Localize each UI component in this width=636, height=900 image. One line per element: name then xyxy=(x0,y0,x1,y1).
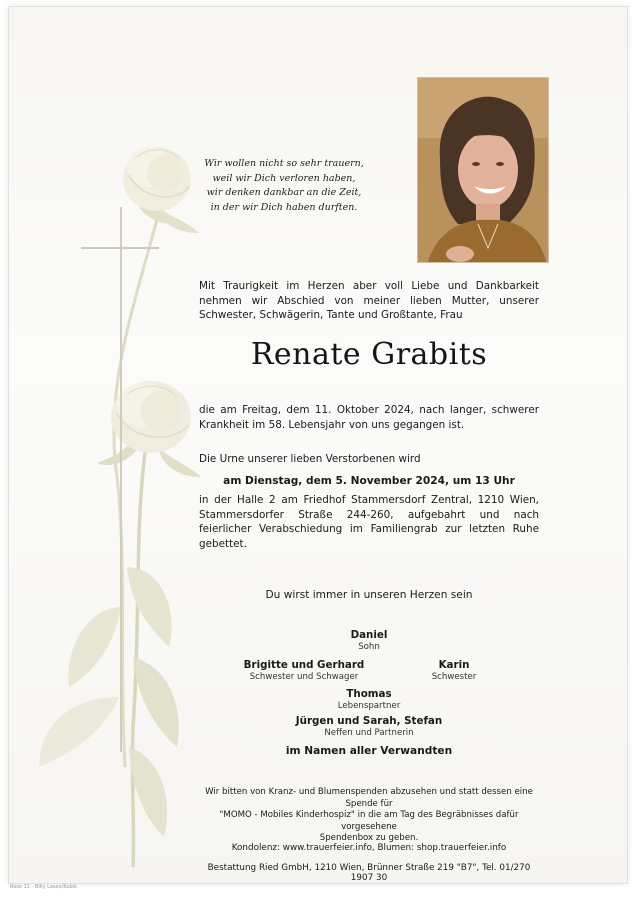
condolence-info: Kondolenz: www.trauerfeier.info, Blumen: shop.trauerfeier.info xyxy=(231,843,507,853)
mourner-name: Daniel xyxy=(350,629,388,641)
ceremony-place: in der Halle 2 am Friedhof Stammersdorf Zentral, 1210 Wien, Stammersdorfer Straße 244-260, aufgebahrt und nach feierlicher Verabschiedung im Familiengrab zur letzten Ruhe gebettet. xyxy=(199,494,539,550)
notice-line: "MOMO - Mobiles Kinderhospiz" in die am Tag des Begräbnisses dafür vorgesehene xyxy=(219,810,519,832)
memorial-quote xyxy=(189,157,379,215)
mourner-entry xyxy=(399,659,509,683)
mourner-entry xyxy=(199,688,539,712)
undertaker-info: Bestattung Ried GmbH, 1210 Wien, Brünner Straße 219 "B7", Tel. 01/270 1907 30 xyxy=(207,863,531,883)
obituary-card xyxy=(8,6,628,884)
quote-line: wir denken dankbar an die Zeit, xyxy=(206,187,362,198)
quote-line: weil wir Dich verloren haben, xyxy=(212,172,356,184)
mourner-relation: Schwester und Schwager xyxy=(249,672,359,682)
closing-line: im Namen aller Verwandten xyxy=(285,745,453,757)
mourner-entry xyxy=(199,715,539,739)
death-notice: die am Freitag, dem 11. Oktober 2024, nach langer, schwerer Krankheit im 58. Lebensjahr von uns gegangen ist. xyxy=(199,404,539,431)
notice-line: Wir bitten von Kranz- und Blumenspenden abzusehen und statt dessen eine Spende für xyxy=(205,787,533,809)
ceremony-date: am Dienstag, dem 5. November 2024, um 13 Uhr xyxy=(223,475,515,487)
mourner-relation: Lebenspartner xyxy=(337,701,401,711)
image-credit: Rose 11 - Billy Laseo/Kubik xyxy=(10,884,78,890)
donation-notice xyxy=(199,787,539,845)
quote-line: Wir wollen nicht so sehr trauern, xyxy=(204,158,364,169)
white-rose-illustration xyxy=(9,7,229,883)
mourner-name: Brigitte und Gerhard xyxy=(243,659,365,671)
quote-line: in der wir Dich haben durften. xyxy=(210,201,358,213)
mourner-name: Thomas xyxy=(346,688,392,700)
urn-line: Die Urne unserer lieben Verstorbenen wird xyxy=(199,453,421,465)
mourner-entry xyxy=(229,659,379,683)
motto: Du wirst immer in unseren Herzen sein xyxy=(265,589,473,601)
mourner-relation: Sohn xyxy=(358,642,380,652)
mourner-entry xyxy=(199,629,539,653)
mourner-name: Jürgen und Sarah, Stefan xyxy=(295,715,443,727)
cross-vertical-bar xyxy=(120,207,122,752)
notice-line: Spendenbox zu geben. xyxy=(319,833,419,843)
mourner-name: Karin xyxy=(438,659,470,671)
mourner-relation: Schwester xyxy=(431,672,477,682)
portrait-photo xyxy=(417,77,549,263)
mourner-relation: Neffen und Partnerin xyxy=(324,728,414,738)
intro-text: Mit Traurigkeit im Herzen aber voll Liebe und Dankbarkeit nehmen wir Abschied von meiner lieben Mutter, unserer Schwester, Schwägerin, Tante und Großtante, Frau xyxy=(199,280,539,322)
deceased-name: Renate Grabits xyxy=(250,337,488,372)
